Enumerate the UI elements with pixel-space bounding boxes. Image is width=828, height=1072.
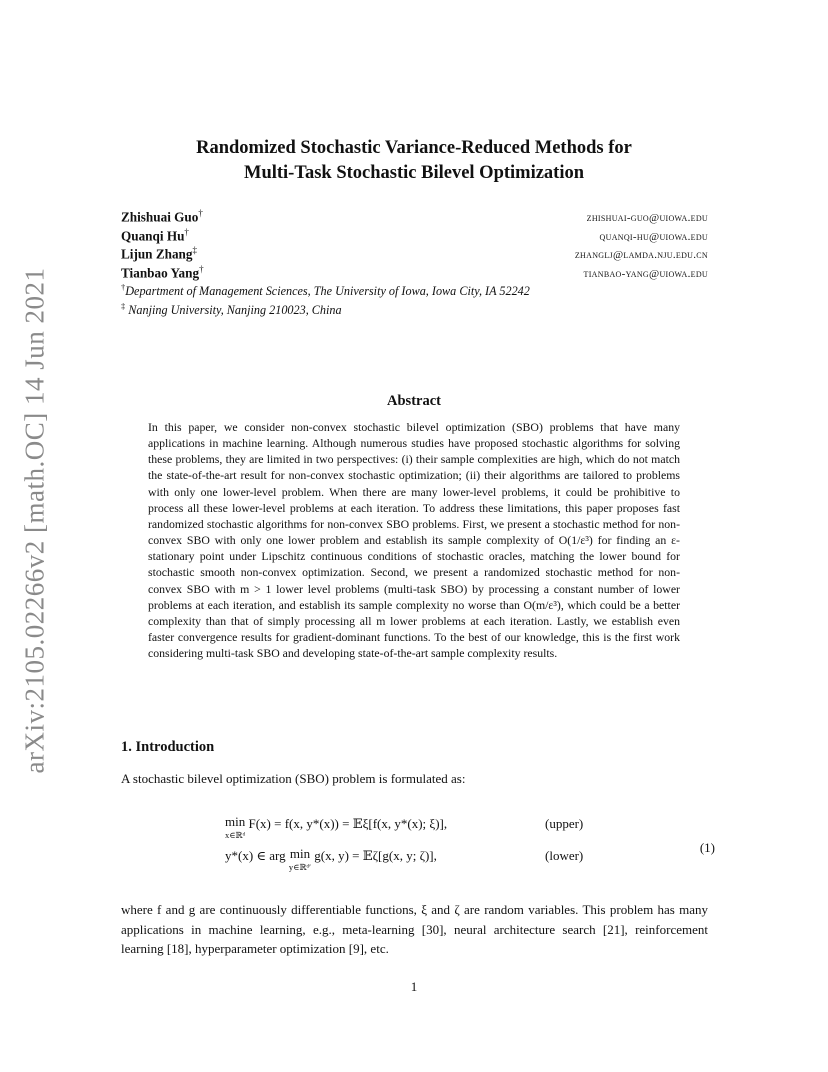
title-line-1: Randomized Stochastic Variance-Reduced Methods for	[196, 138, 632, 158]
equation-block	[225, 812, 715, 882]
author-name: Zhishuai Guo†	[121, 208, 203, 225]
author-row	[121, 208, 708, 227]
author-list	[121, 208, 708, 282]
author-email[interactable]: tianbao-yang@uiowa.edu	[583, 267, 708, 280]
affiliation-2: ‡ Nanjing University, Nanjing 210023, China	[121, 301, 342, 318]
author-name: Quanqi Hu†	[121, 226, 189, 243]
section-heading: 1. Introduction	[121, 739, 215, 755]
author-row	[121, 227, 708, 246]
lower-label: (lower)	[545, 848, 584, 863]
author-name: Lijun Zhang‡	[121, 245, 197, 262]
author-row	[121, 245, 708, 264]
author-email[interactable]: zhishuai-guo@uiowa.edu	[586, 212, 708, 225]
page-number: 1	[410, 979, 418, 994]
arxiv-watermark	[14, 267, 56, 773]
author-row	[121, 264, 708, 283]
author-email[interactable]: zhanglj@lamda.nju.edu.cn	[574, 249, 708, 262]
abstract-text: In this paper, we consider non-convex stochastic bilevel optimization (SBO) problems that have many applications in machine learning. Although numerous studies have proposed stochastic algorithms for solving these problems, they are limited in two perspectives: (i) their sample complexities are high, which do not match the state-of-the-art result for non-convex stochastic optimization; (ii) their algorithms are tailored to problems with only one lower-level problem. When there are many lower-level problems, it could be prohibitive to process all these lower-level problems at each iteration. To address these limitations, this paper proposes fast randomized stochastic algorithms for non-convex SBO problems. First, we present a stochastic method for non-convex SBO with only one lower problem and establish its sample complexity of O(1/ε³) for finding an ε-stationary point under Lipschitz continuous conditions of stochastic oracles, matching the lower bound for stochastic smooth non-convex optimization. Second, we present a randomized stochastic method for non-convex SBO with m > 1 lower level problems (multi-task SBO) by processing a constant number of lower problems at each iteration, and establish its sample complexity no worse than O(m/ε³), which could be a better complexity than that of simply processing all m lower problems at each iteration. Lastly, we establish even faster convergence results for gradient-dominant functions. To the best of our knowledge, this is the first work considering multi-task SBO and developing state-of-the-art sample complexity results.	[148, 420, 680, 661]
abstract-heading: Abstract	[387, 393, 441, 409]
paper-title	[120, 136, 708, 186]
intro-sentence: A stochastic bilevel optimization (SBO) problem is formulated as:	[121, 771, 466, 786]
title-line-2: Multi-Task Stochastic Bilevel Optimization	[243, 163, 585, 183]
author-name: Tianbao Yang†	[121, 263, 204, 280]
affiliation-1: †Department of Management Sciences, The University of Iowa, Iowa City, IA 52242	[121, 282, 530, 299]
arxiv-id: arXiv:2105.02266v2 [math.OC] 14 Jun 2021	[19, 267, 50, 773]
body-paragraph: where f and g are continuously differentiable functions, ξ and ζ are random variables. This problem has many applications in machine learning, e.g., meta-learning [30], neural architecture search [21], reinforcement learning [18], hyperparameter optimization [9], etc.	[121, 902, 708, 956]
author-email[interactable]: quanqi-hu@uiowa.edu	[599, 230, 708, 243]
equation-lower: y*(x) ∈ arg min y∈ℝᵈ′ g(x, y) = 𝔼ζ[g(x, y; ζ)],	[225, 846, 437, 872]
upper-label: (upper)	[545, 816, 584, 831]
equation-number: (1)	[699, 840, 715, 855]
equation-upper: min x∈ℝᵈ F(x) = f(x, y*(x)) = 𝔼ξ[f(x, y*(x); ξ)],	[225, 814, 448, 840]
